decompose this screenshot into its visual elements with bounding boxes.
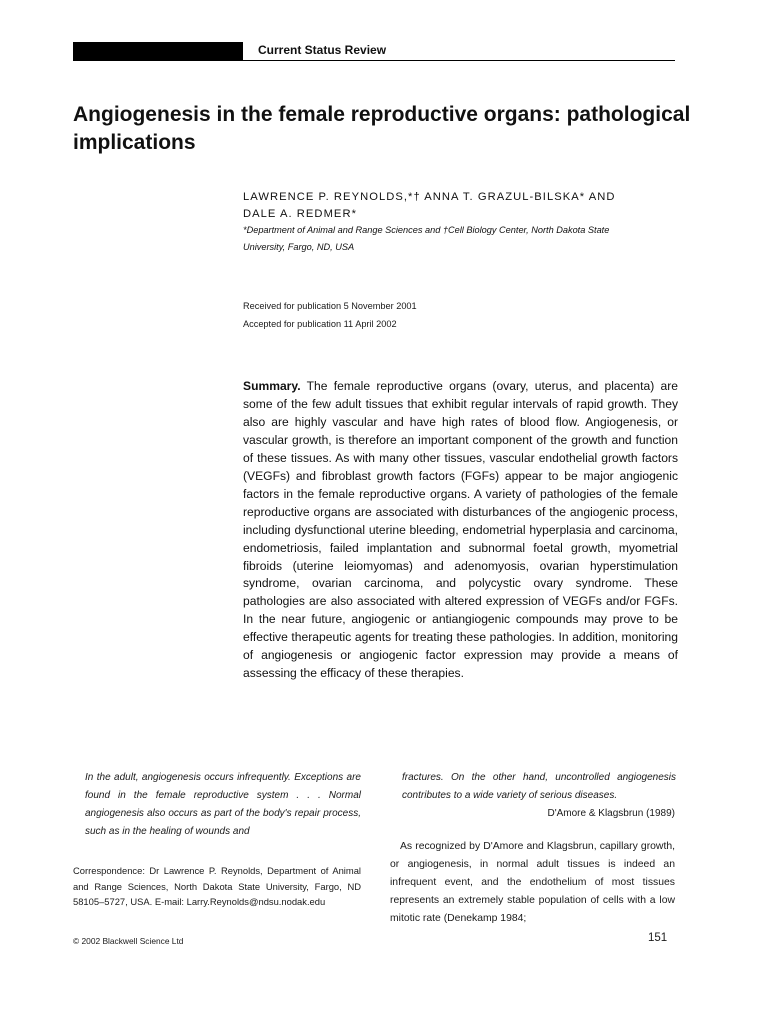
authors-line-1: LAWRENCE P. REYNOLDS,*† ANNA T. GRAZUL-BILSKA* AND [243,191,616,203]
authors-line-2: DALE A. REDMER* [243,208,357,220]
received-date: Received for publication 5 November 2001 [243,301,417,311]
section-label: Current Status Review [258,43,387,57]
article-title: Angiogenesis in the female reproductive organs: pathological implications [73,103,691,154]
body-paragraph-text: As recognized by D'Amore and Klagsbrun, capillary growth, or angiogenesis, in normal adult tissues is indeed an infrequent event, and the endothelium of most tissues represents an extremely stable population of cells with a low mitotic rate (Denekamp 1984; [390,841,675,924]
correspondence-note: Correspondence: Dr Lawrence P. Reynolds, Department of Animal and Range Sciences, North Dakota State University, Fargo, ND 58105–5727, USA. E-mail: Larry.Reynolds@ndsu.nodak.edu [73,865,361,907]
header-black-bar [73,42,243,61]
epigraph-citation: D'Amore & Klagsbrun (1989) [547,808,675,819]
accepted-date: Accepted for publication 11 April 2002 [243,319,397,329]
summary-paragraph [243,378,678,683]
affiliation-line-2: University, Fargo, ND, USA [243,242,355,252]
epigraph-right-column: fractures. On the other hand, uncontrolled angiogenesis contributes to a wide variety of serious diseases. [402,772,676,801]
page-number: 151 [648,932,668,944]
summary-text: The female reproductive organs (ovary, uterus, and placenta) are some of the few adult tissues that exhibit regular intervals of rapid growth. They also are highly vascular and have high rates of blood flow. Angiogenesis, or vascular growth, is therefore an important component of the growth and function of these tissues. As with many other tissues, vascular endothelial growth factors (VEGFs) and fibroblast growth factors (FGFs) appear to be major angiogenic factors in the female reproductive organs. A variety of pathologies of the female reproductive organs are associated with disturbances of the angiogenic process, including dysfunctional uterine bleeding, endometrial hyperplasia and carcinoma, endometriosis, failed implantation and subnormal foetal growth, myometrial fibroids (uterine leiomyomas) and adenomyosis, ovarian hyperstimulation syndrome, ovarian carcinoma, and polycystic ovary syndrome. These pathologies are also associated with altered expression of VEGFs and/or FGFs. In the near future, angiogenic or antiangiogenic compounds may prove to be effective therapeutic agents for treating these pathologies. In addition, monitoring of angiogenesis or angiogenic factor expression may provide a means of assessing the efficacy of these therapies. [243,379,678,681]
author-list [243,189,683,223]
header-rule [243,60,675,61]
summary-label: Summary. [243,379,301,393]
affiliation-line-1: *Department of Animal and Range Sciences and †Cell Biology Center, North Dakota State [243,225,610,235]
epigraph-left-column: In the adult, angiogenesis occurs infrequently. Exceptions are found in the female reproductive system . . . Normal angiogenesis also occurs as part of the body's repair process, such as in the healing of wounds and [85,772,361,837]
copyright-notice: © 2002 Blackwell Science Ltd [73,936,184,946]
author-affiliation [243,222,673,256]
body-paragraph [390,838,675,928]
